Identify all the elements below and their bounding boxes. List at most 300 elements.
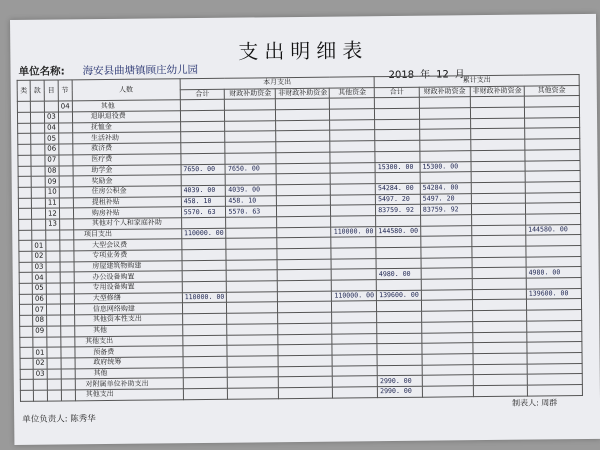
cell-cum-nonfiscal <box>473 374 527 385</box>
cell-jie <box>59 165 73 176</box>
header-lei: 类 <box>17 80 30 102</box>
cell-kuan: 03 <box>33 369 47 380</box>
cell-month-total <box>182 271 227 282</box>
unit-head-label: 单位负责人: 陈秀华 <box>22 414 96 425</box>
cell-cum-other <box>525 171 580 182</box>
cell-cum-fiscal: 54284. 00 <box>420 183 471 194</box>
cell-jie: 04 <box>58 101 72 112</box>
cell-kuan <box>32 219 46 230</box>
cell-month-fiscal <box>225 99 276 110</box>
cell-kuan <box>31 198 45 209</box>
cell-kuan: 08 <box>33 315 47 326</box>
cell-kuan <box>31 134 45 145</box>
cell-month-nonfiscal <box>278 291 332 302</box>
cell-cum-nonfiscal <box>471 203 525 214</box>
cell-mu <box>46 283 60 294</box>
cell-lei <box>19 273 32 284</box>
cell-kuan <box>31 166 45 177</box>
cell-cum-nonfiscal <box>472 278 526 289</box>
cell-month-total <box>183 345 228 356</box>
cell-cum-nonfiscal <box>471 161 525 172</box>
cell-cum-nonfiscal <box>472 225 526 236</box>
cell-kuan <box>31 187 45 198</box>
cell-month-total <box>180 132 225 143</box>
cell-mu <box>46 272 60 283</box>
cell-jie <box>59 155 73 166</box>
cell-month-other <box>330 162 375 173</box>
cell-jie <box>61 368 75 379</box>
cell-lei <box>18 176 31 187</box>
cell-lei <box>20 326 33 337</box>
cell-month-nonfiscal <box>277 195 331 206</box>
cell-jie <box>61 326 75 337</box>
cell-cum-other <box>527 352 582 363</box>
cell-cum-fiscal <box>421 257 472 268</box>
cell-month-other <box>332 333 377 344</box>
cell-cum-total <box>375 172 420 183</box>
cell-month-other <box>331 258 376 269</box>
cell-cum-fiscal <box>420 140 471 151</box>
cell-month-total <box>182 313 227 324</box>
cell-cum-other <box>526 235 581 246</box>
cell-cum-other <box>525 181 580 192</box>
cell-mu: 10 <box>45 187 59 198</box>
cell-cum-other <box>526 256 581 267</box>
cell-mu: 06 <box>45 144 59 155</box>
cell-cum-fiscal: 5497. 20 <box>420 193 471 204</box>
cell-month-nonfiscal <box>278 302 332 313</box>
unit-name-value: 海安县曲塘镇顾庄幼儿园 <box>82 64 199 78</box>
cell-month-nonfiscal <box>276 141 330 152</box>
cell-name: 项目支出 <box>73 228 181 240</box>
header-cum-other: 其他资金 <box>524 85 579 96</box>
cell-cum-other <box>527 363 582 374</box>
cell-cum-nonfiscal <box>472 289 526 300</box>
cell-name: 房屋建筑物购建 <box>74 260 182 272</box>
cell-month-total: 4039. 00 <box>181 185 226 196</box>
cell-month-other <box>330 151 375 162</box>
cell-cum-other <box>527 384 582 395</box>
cell-cum-total <box>375 130 420 141</box>
cell-name: 医疗费 <box>73 154 181 166</box>
cell-jie <box>60 251 74 262</box>
cell-month-total <box>181 153 226 164</box>
cell-lei <box>20 347 33 358</box>
cell-mu <box>47 390 61 401</box>
cell-jie <box>60 229 74 240</box>
cell-month-total <box>182 281 227 292</box>
cell-mu <box>44 101 58 112</box>
cell-month-nonfiscal <box>276 99 330 110</box>
cell-cum-total: 5497. 20 <box>376 194 421 205</box>
cell-cum-other <box>525 160 580 171</box>
cell-lei <box>18 134 31 145</box>
cell-name: 其他支出 <box>75 335 183 347</box>
cell-kuan: 01 <box>32 240 46 251</box>
cell-month-fiscal <box>227 345 278 356</box>
cell-month-nonfiscal <box>278 312 332 323</box>
cell-cum-fiscal <box>419 97 470 108</box>
cell-jie <box>59 187 73 198</box>
cell-month-other <box>333 365 378 376</box>
cell-cum-fiscal: 15300. 00 <box>420 161 471 172</box>
cell-month-total: 458. 10 <box>181 196 226 207</box>
header-kuan: 款 <box>30 80 44 102</box>
cell-mu <box>47 315 61 326</box>
cell-mu <box>47 336 61 347</box>
cell-month-other <box>330 98 375 109</box>
page-title: 支出明细表 <box>238 38 369 64</box>
cell-kuan: 02 <box>33 358 47 369</box>
cell-month-total <box>181 174 226 185</box>
cell-jie <box>60 294 74 305</box>
cell-cum-other <box>527 320 582 331</box>
cell-name: 其他 <box>74 325 182 337</box>
cell-cum-other <box>524 96 579 107</box>
cell-cum-other <box>524 107 579 118</box>
cell-cum-other <box>527 374 582 385</box>
cell-name: 退职退役费 <box>72 111 180 123</box>
cell-month-fiscal <box>227 302 278 313</box>
cell-month-nonfiscal <box>277 259 331 270</box>
cell-month-fiscal <box>226 227 277 238</box>
cell-month-total <box>182 249 227 260</box>
cell-name: 助学金 <box>73 164 181 176</box>
cell-cum-fiscal: 83759. 92 <box>420 204 471 215</box>
cell-cum-fiscal <box>421 289 472 300</box>
date-month-unit: 月 <box>454 69 465 81</box>
cell-jie <box>60 283 74 294</box>
cell-jie <box>59 197 73 208</box>
cell-month-nonfiscal <box>279 366 333 377</box>
cell-mu <box>47 358 61 369</box>
cell-cum-fiscal <box>420 129 471 140</box>
cell-month-other <box>331 184 376 195</box>
cell-kuan: 06 <box>32 294 46 305</box>
cell-month-nonfiscal <box>277 205 331 216</box>
cell-mu <box>46 304 60 315</box>
cell-lei <box>18 187 31 198</box>
cell-cum-total: 15300. 00 <box>375 162 420 173</box>
cell-cum-nonfiscal <box>473 364 527 375</box>
cell-month-nonfiscal <box>278 323 332 334</box>
cell-mu <box>47 347 61 358</box>
date-year-unit: 年 <box>419 69 431 81</box>
cell-mu <box>47 379 61 390</box>
cell-month-fiscal <box>226 174 277 185</box>
cell-cum-total <box>376 258 421 269</box>
cell-cum-nonfiscal <box>472 310 526 321</box>
cell-month-fiscal <box>227 291 278 302</box>
cell-cum-other <box>526 246 581 257</box>
cell-mu <box>46 230 60 241</box>
cell-cum-other <box>525 213 580 224</box>
cell-month-fiscal <box>226 259 277 270</box>
cell-kuan: 05 <box>32 283 46 294</box>
cell-cum-total <box>377 322 422 333</box>
cell-cum-nonfiscal <box>470 118 524 129</box>
cell-month-other <box>332 344 377 355</box>
cell-cum-other <box>525 128 580 139</box>
cell-month-nonfiscal <box>277 216 331 227</box>
cell-month-total <box>183 356 228 367</box>
cell-cum-fiscal <box>420 150 471 161</box>
cell-cum-fiscal <box>422 332 473 343</box>
cell-lei <box>19 241 32 252</box>
cell-lei <box>18 155 31 166</box>
cell-cum-nonfiscal <box>472 300 526 311</box>
cell-lei <box>20 390 33 401</box>
report-sheet <box>10 14 600 445</box>
cell-cum-total <box>375 119 420 130</box>
cell-month-other <box>332 269 377 280</box>
cell-lei <box>19 283 32 294</box>
cell-cum-other <box>525 203 580 214</box>
cell-month-fiscal <box>225 142 276 153</box>
cell-cum-total <box>376 237 421 248</box>
cell-lei <box>19 219 32 230</box>
cell-month-fiscal: 4039. 00 <box>226 185 277 196</box>
cell-cum-other <box>526 310 581 321</box>
cell-name: 抚恤金 <box>72 121 180 133</box>
cell-mu: 08 <box>45 165 59 176</box>
cell-month-fiscal <box>226 249 277 260</box>
header-cum-nonfiscal: 非财政补助资金 <box>470 86 524 97</box>
header-renshu: 人数 <box>72 79 180 102</box>
cell-month-other <box>331 205 376 216</box>
cell-month-other <box>331 237 376 248</box>
cell-month-nonfiscal <box>276 163 330 174</box>
cell-month-nonfiscal <box>276 120 330 131</box>
cell-jie <box>60 240 74 251</box>
cell-cum-fiscal <box>422 375 473 386</box>
unit-name-label: 单位名称: <box>18 65 65 78</box>
cell-cum-total <box>375 108 420 119</box>
cell-jie <box>59 176 73 187</box>
cell-cum-total: 4980. 00 <box>376 269 421 280</box>
cell-month-fiscal <box>228 388 279 399</box>
date-month: 12 <box>435 69 449 81</box>
cell-lei <box>19 230 32 241</box>
header-cum-total: 合计 <box>374 87 419 98</box>
cell-month-fiscal <box>228 356 279 367</box>
cell-cum-total <box>375 151 420 162</box>
cell-month-total <box>182 324 227 335</box>
cell-month-nonfiscal <box>277 184 331 195</box>
cell-month-other <box>332 322 377 333</box>
cell-jie <box>59 208 73 219</box>
cell-lei <box>18 166 31 177</box>
cell-name: 大型会议费 <box>74 239 182 251</box>
cell-mu: 04 <box>45 123 59 134</box>
cell-cum-fiscal <box>422 343 473 354</box>
cell-cum-nonfiscal <box>471 182 525 193</box>
cell-month-other <box>332 280 377 291</box>
cell-cum-total: 2990. 00 <box>377 375 422 386</box>
cell-month-other <box>332 301 377 312</box>
cell-cum-fiscal <box>421 225 472 236</box>
cell-cum-total <box>376 279 421 290</box>
cell-lei <box>18 198 31 209</box>
cell-jie <box>61 358 75 369</box>
cell-cum-total: 54284. 00 <box>375 183 420 194</box>
cell-lei <box>17 112 30 123</box>
cell-mu <box>46 240 60 251</box>
table-body <box>17 96 582 401</box>
cell-month-other <box>331 173 376 184</box>
cell-name: 救济费 <box>73 143 181 155</box>
cell-month-total <box>183 335 228 346</box>
cell-cum-nonfiscal <box>472 246 526 257</box>
cell-cum-total <box>375 140 420 151</box>
cell-jie <box>61 347 75 358</box>
cell-cum-other <box>527 342 582 353</box>
cell-cum-other <box>525 192 580 203</box>
cell-month-total: 7650. 00 <box>181 164 226 175</box>
cell-month-other <box>332 355 377 366</box>
cell-name: 信息网络购建 <box>74 303 182 315</box>
header-cum-group: 累计支出 <box>374 75 579 88</box>
cell-kuan <box>32 230 46 241</box>
cell-name: 奖励金 <box>73 175 181 187</box>
cell-cum-other: 4980. 00 <box>526 267 581 278</box>
cell-kuan <box>30 112 44 123</box>
cell-mu <box>46 262 60 273</box>
cell-jie <box>61 379 75 390</box>
cell-cum-other <box>527 331 582 342</box>
cell-name: 提租补贴 <box>73 196 181 208</box>
cell-month-total <box>183 367 228 378</box>
cell-name: 其他 <box>72 100 180 112</box>
cell-kuan: 04 <box>32 273 46 284</box>
cell-month-fiscal <box>227 270 278 281</box>
cell-cum-nonfiscal <box>473 332 527 343</box>
cell-name: 购房补贴 <box>73 207 181 219</box>
cell-cum-fiscal <box>421 268 472 279</box>
cell-cum-fiscal <box>422 354 473 365</box>
cell-kuan: 02 <box>32 251 46 262</box>
cell-lei <box>18 123 31 134</box>
cell-cum-total <box>377 311 422 322</box>
cell-cum-fiscal <box>419 108 470 119</box>
cell-month-fiscal <box>225 110 276 121</box>
cell-month-nonfiscal <box>278 334 332 345</box>
cell-kuan <box>30 102 44 113</box>
cell-month-nonfiscal <box>276 152 330 163</box>
cell-kuan <box>31 155 45 166</box>
cell-month-fiscal: 7650. 00 <box>225 163 276 174</box>
cell-month-fiscal <box>226 217 277 228</box>
cell-name: 预备费 <box>75 346 183 358</box>
cell-cum-total: 2990. 00 <box>378 386 423 397</box>
cell-cum-other <box>525 149 580 160</box>
cell-mu <box>46 294 60 305</box>
cell-month-fiscal <box>228 377 279 388</box>
cell-cum-nonfiscal <box>471 150 525 161</box>
expense-table <box>17 74 583 402</box>
cell-month-nonfiscal <box>279 387 333 398</box>
cell-cum-total: 139600. 00 <box>377 290 422 301</box>
cell-mu: 05 <box>45 133 59 144</box>
cell-lei <box>19 294 32 305</box>
cell-jie <box>60 304 74 315</box>
cell-kuan: 03 <box>32 262 46 273</box>
cell-cum-nonfiscal <box>471 214 525 225</box>
cell-name: 大型修缮 <box>74 292 182 304</box>
cell-cum-total <box>375 98 420 109</box>
cell-name: 其他支出 <box>75 389 183 401</box>
cell-month-other <box>331 194 376 205</box>
cell-month-total: 110000. 00 <box>181 228 226 239</box>
cell-jie <box>59 144 73 155</box>
cell-month-nonfiscal <box>277 237 331 248</box>
cell-jie <box>60 272 74 283</box>
cell-jie <box>58 112 72 123</box>
cell-cum-fiscal <box>422 364 473 375</box>
cell-month-total <box>182 303 227 314</box>
cell-kuan <box>33 390 47 401</box>
cell-cum-fiscal <box>419 118 470 129</box>
cell-cum-fiscal <box>422 386 473 397</box>
cell-lei <box>20 369 33 380</box>
cell-cum-nonfiscal <box>471 171 525 182</box>
cell-month-fiscal <box>225 153 276 164</box>
cell-mu: 11 <box>45 198 59 209</box>
cell-jie <box>59 219 73 230</box>
date-year: 2018 <box>388 69 415 82</box>
cell-month-total <box>182 260 227 271</box>
cell-lei <box>20 337 33 348</box>
cell-mu: 09 <box>45 176 59 187</box>
cell-kuan <box>31 176 45 187</box>
cell-month-total: 110000. 00 <box>182 292 227 303</box>
cell-mu <box>46 251 60 262</box>
cell-month-other <box>331 248 376 259</box>
cell-cum-other: 139600. 00 <box>526 288 581 299</box>
cell-cum-total <box>376 247 421 258</box>
cell-month-total <box>180 100 225 111</box>
cell-month-nonfiscal <box>276 109 330 120</box>
cell-cum-nonfiscal <box>472 235 526 246</box>
cell-cum-fiscal <box>421 236 472 247</box>
cell-mu: 07 <box>45 155 59 166</box>
cell-lei <box>19 251 32 262</box>
cell-name: 其他资本性支出 <box>74 314 182 326</box>
cell-month-nonfiscal <box>276 131 330 142</box>
header-month-nonfiscal: 非财政补助资金 <box>276 88 330 99</box>
cell-cum-total <box>376 215 421 226</box>
cell-kuan: 01 <box>33 347 47 358</box>
cell-month-total <box>183 388 228 399</box>
cell-cum-nonfiscal <box>472 267 526 278</box>
cell-jie <box>60 315 74 326</box>
cell-mu: 03 <box>44 112 58 123</box>
cell-lei <box>19 305 32 316</box>
cell-cum-total <box>377 343 422 354</box>
cell-kuan <box>31 144 45 155</box>
cell-lei <box>19 262 32 273</box>
cell-month-other <box>331 216 376 227</box>
cell-month-fiscal: 458. 10 <box>226 195 277 206</box>
cell-month-other <box>333 387 378 398</box>
cell-month-fiscal <box>227 324 278 335</box>
cell-month-other <box>333 376 378 387</box>
cell-month-other: 110000. 00 <box>331 226 376 237</box>
cell-month-fiscal <box>225 131 276 142</box>
header-mu: 目 <box>44 80 58 102</box>
cell-month-other <box>332 312 377 323</box>
cell-cum-nonfiscal <box>473 385 527 396</box>
